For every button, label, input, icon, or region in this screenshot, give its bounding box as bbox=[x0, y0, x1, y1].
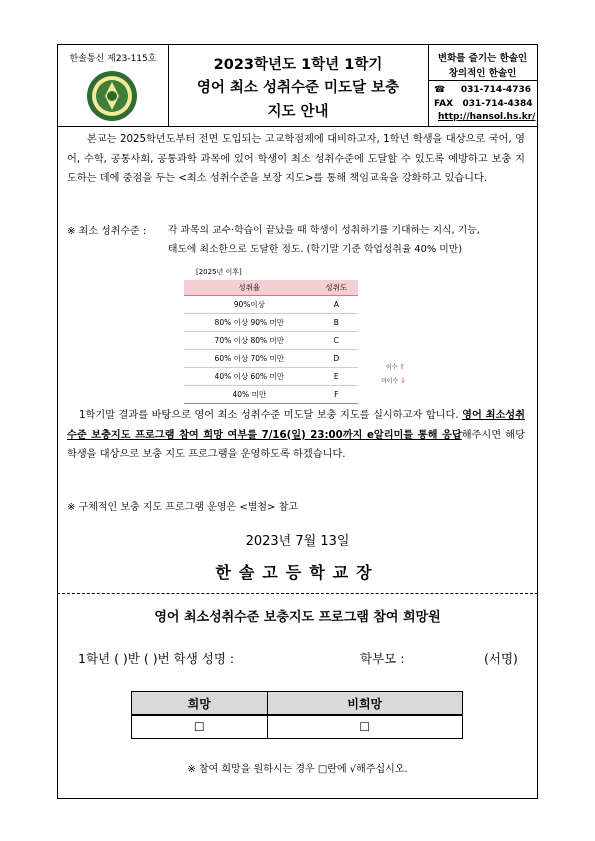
pass-label: 이수 bbox=[386, 364, 398, 371]
rate-cell: 90%이상 bbox=[184, 296, 315, 314]
rate-cell: 60% 이상 70% 미만 bbox=[184, 350, 315, 368]
option-not-want-label: 비희망 bbox=[267, 692, 463, 716]
fail-label: 미이수 bbox=[381, 378, 399, 385]
doc-title-line3: 지도 안내 bbox=[267, 104, 329, 120]
phone-icon: ☎ bbox=[434, 85, 446, 95]
reference-note: ※ 구체적인 보충 지도 프로그램 운영은 <별첨> 참고 bbox=[67, 502, 298, 513]
letterhead-right bbox=[428, 45, 537, 126]
signature-label: (서명) bbox=[484, 651, 518, 666]
choice-header-row bbox=[132, 692, 463, 716]
letterhead-left bbox=[58, 45, 169, 126]
definition-line1: 각 과목의 교수·학습이 끝났을 때 학생이 성취하기를 기대하는 지식, 기능, bbox=[168, 225, 480, 236]
grade-table bbox=[184, 280, 358, 404]
school-url[interactable]: http://hansol.hs.kr/ bbox=[438, 112, 536, 122]
notice-number: 한솔통신 제23-115호 bbox=[69, 54, 157, 64]
letterhead bbox=[58, 45, 537, 127]
grade-table-title: [2025년 이후] bbox=[196, 268, 242, 276]
school-signature: 한솔고등학교장 bbox=[215, 563, 380, 582]
doc-title-line2: 영어 최소 성취수준 미도달 보충 bbox=[196, 80, 400, 96]
divider bbox=[428, 80, 537, 81]
down-arrow-icon: ⇓ bbox=[400, 377, 407, 385]
rate-cell: 40% 이상 60% 미만 bbox=[184, 368, 315, 386]
fax-label: FAX bbox=[434, 99, 454, 109]
definition-line2: 태도에 최소한으로 도달한 정도. (학기말 기준 학업성취율 40% 미만) bbox=[168, 244, 463, 255]
level-cell: A bbox=[315, 296, 358, 314]
level-cell: E bbox=[315, 368, 358, 386]
grade-table-header bbox=[184, 280, 358, 296]
parent-field[interactable]: 학부모 : bbox=[360, 651, 405, 666]
rate-cell: 70% 이상 80% 미만 bbox=[184, 332, 315, 350]
student-info-field[interactable]: 1학년 ( )반 ( )번 학생 성명 : bbox=[78, 651, 235, 666]
level-cell: D bbox=[315, 350, 358, 368]
fax-row bbox=[434, 99, 533, 109]
intro-paragraph: 본교는 2025학년도부터 전면 도입되는 고교학점제에 대비하고자, 1학년 학생을 대상으로 국어, 영어, 수학, 공통사회, 공통과학 과목에 있어 학생이 최소 성취수준에 도달할 수 있도록 예방하고 보충 지도하는 데에 중점을 두는 <최소 성취수준을 보장 지도>를 통해 책임교육을 강화하고 있습니다. bbox=[67, 134, 525, 184]
definition-label: ※ 최소 성취수준 : bbox=[67, 226, 147, 237]
level-cell: C bbox=[315, 332, 358, 350]
header-level: 성취도 bbox=[315, 280, 358, 296]
option-want-label: 희망 bbox=[132, 692, 268, 716]
issue-date: 2023년 7월 13일 bbox=[245, 534, 350, 549]
participation-choice-table bbox=[131, 691, 463, 739]
not-want-checkbox[interactable]: ☐ bbox=[267, 715, 463, 739]
fax-number: 031-714-4384 bbox=[462, 99, 533, 109]
table-row bbox=[184, 350, 358, 368]
level-cell: B bbox=[315, 314, 358, 332]
phone-row bbox=[434, 85, 531, 95]
table-row bbox=[184, 368, 358, 386]
header-rate: 성취율 bbox=[184, 280, 315, 296]
want-checkbox[interactable]: ☐ bbox=[132, 715, 268, 739]
pass-marker bbox=[386, 362, 405, 371]
doc-title-line1: 2023학년도 1학년 1학기 bbox=[213, 57, 383, 73]
rate-cell: 80% 이상 90% 미만 bbox=[184, 314, 315, 332]
school-emblem-icon bbox=[86, 70, 138, 122]
form-title: 영어 최소성취수준 보충지도 프로그램 참여 희망원 bbox=[154, 610, 441, 625]
table-row bbox=[184, 314, 358, 332]
main-emphasis: 영어 최소성취수준 보충지도 프로그램 참여 희망 여부를 7/16(일) 23:00까지 e알리미를 통해 응답 bbox=[67, 410, 525, 441]
phone-number: 031-714-4736 bbox=[460, 85, 531, 95]
rate-cell: 40% 미만 bbox=[184, 386, 315, 404]
slogan-line1: 변화를 즐기는 한솔인 bbox=[437, 53, 528, 64]
main-paragraph bbox=[67, 406, 525, 465]
letterhead-title-block bbox=[168, 45, 429, 126]
choice-checkbox-row bbox=[132, 715, 463, 739]
fail-marker bbox=[381, 376, 406, 385]
main-text2: 해주시면 해당 학생을 대상으로 보충 지도 프로그램을 운영하도록 하겠습니다. bbox=[67, 429, 525, 460]
table-row bbox=[184, 332, 358, 350]
table-row bbox=[184, 386, 358, 404]
slogan-line2: 창의적인 한솔인 bbox=[448, 68, 517, 79]
table-row bbox=[184, 296, 358, 314]
form-footnote: ※ 참여 희망을 원하시는 경우 □란에 √해주십시오. bbox=[187, 764, 408, 775]
up-arrow-icon: ⇑ bbox=[399, 363, 406, 371]
cut-line bbox=[57, 593, 538, 594]
level-cell: F bbox=[315, 386, 358, 404]
main-text1: 1학기말 결과를 바탕으로 영어 최소 성취수준 미도달 보충 지도를 실시하고자 합니다. bbox=[79, 410, 459, 421]
